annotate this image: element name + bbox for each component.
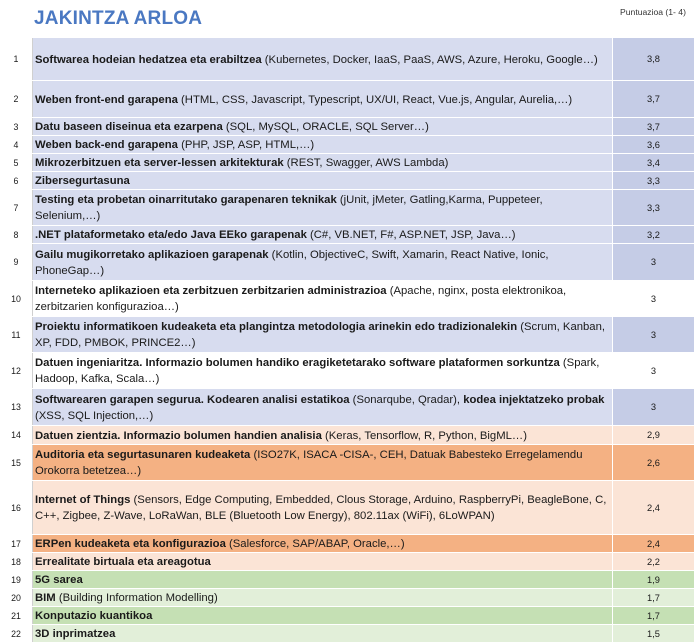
row-score: 3: [612, 353, 694, 388]
row-number: 14: [0, 426, 33, 444]
row-description: [33, 118, 612, 135]
table-row: [0, 190, 694, 226]
skill-examples-secondary: (XSS, SQL Injection,…): [35, 409, 154, 422]
row-score: 3,3: [612, 190, 694, 225]
row-number: 18: [0, 553, 33, 570]
table-row: [0, 172, 694, 190]
skill-examples: (HTML, CSS, Javascript, Typescript, UX/UI, React, Vue.js, Angular, Aurelia,…): [177, 93, 573, 106]
row-description: [33, 389, 612, 425]
skill-examples: (Scrum, Kanban, XP, FDD, PMBOK, PRINCE2…): [35, 321, 606, 349]
row-number: 7: [0, 190, 33, 225]
row-score: 3: [612, 317, 694, 352]
table-row: [0, 154, 694, 172]
row-score: 3,4: [612, 154, 694, 171]
skill-name: Softwarearen garapen segurua. Kodearen analisi estatikoa: [35, 393, 350, 406]
row-score: 3,8: [612, 38, 694, 80]
row-number: 9: [0, 244, 33, 280]
table-row: [0, 118, 694, 136]
row-description: [33, 136, 612, 153]
row-description: [33, 317, 612, 352]
row-score: 1,5: [612, 625, 694, 642]
table-row: [0, 625, 694, 643]
row-description: [33, 571, 612, 588]
skill-examples: (Kubernetes, Docker, IaaS, PaaS, AWS, Azure, Heroku, Google…): [261, 53, 598, 66]
skill-name: Mikrozerbitzuen eta server-lessen arkitekturak: [35, 157, 284, 169]
row-description: [33, 172, 612, 189]
row-score: 2,4: [612, 535, 694, 552]
skill-name: BIM: [35, 592, 56, 604]
table-row: [0, 607, 694, 625]
row-number: 6: [0, 172, 33, 189]
skill-name: ERPen kudeaketa eta konfigurazioa: [35, 538, 226, 550]
row-number: 13: [0, 389, 33, 425]
row-number: 2: [0, 81, 33, 117]
row-number: 15: [0, 445, 33, 480]
skill-examples: (C#, VB.NET, F#, ASP.NET, JSP, Java…): [306, 229, 516, 241]
row-description: [33, 625, 612, 642]
row-description: [33, 38, 612, 80]
row-number: 3: [0, 118, 33, 135]
table-row: [0, 445, 694, 481]
skill-examples: (PHP, JSP, ASP, HTML,…): [177, 139, 315, 151]
row-number: 22: [0, 625, 33, 642]
row-description: [33, 426, 612, 444]
skill-examples: (Spark, Hadoop, Kafka, Scala…): [35, 357, 600, 385]
skill-name: Testing eta probetan oinarritutako garapenaren teknikak: [35, 194, 337, 206]
skill-examples: (Apache, nginx, posta elektronikoa, zerbitzarien konfigurazioa…): [35, 285, 567, 313]
skill-name: Proiektu informatikoen kudeaketa eta plangintza metodologia arinekin edo tradizionalekin: [35, 321, 518, 333]
skill-name: .NET plataformetako eta/edo Java EEko garapenak: [35, 229, 307, 241]
skill-name: Datuen ingeniaritza. Informazio bolumen handiko eragiketetarako software plataformen sorkuntza: [35, 357, 560, 369]
skill-name-secondary: kodea injektatzeko probak: [463, 393, 605, 406]
row-score: 1,7: [612, 589, 694, 606]
row-description: [33, 281, 612, 316]
table-row: [0, 317, 694, 353]
table-row: [0, 389, 694, 426]
table-row: [0, 589, 694, 607]
row-score: 1,9: [612, 571, 694, 588]
row-number: 21: [0, 607, 33, 624]
row-score: 2,4: [612, 481, 694, 534]
table-row: [0, 281, 694, 317]
skill-name: Weben back-end garapena: [35, 139, 178, 151]
table-row: [0, 353, 694, 389]
row-description: [33, 607, 612, 624]
table-row: [0, 481, 694, 535]
row-score: 2,9: [612, 426, 694, 444]
skill-name: Errealitate birtuala eta areagotua: [35, 556, 211, 568]
skill-name: Datu baseen diseinua eta ezarpena: [35, 121, 223, 133]
row-description: [33, 481, 612, 534]
skill-name: Weben front-end garapena: [35, 93, 178, 106]
row-description: [33, 589, 612, 606]
skill-examples: (Kotlin, ObjectiveC, Swift, Xamarin, React Native, Ionic, PhoneGap…): [35, 248, 549, 277]
skill-name: Zibersegurtasuna: [35, 175, 130, 187]
table-row: [0, 553, 694, 571]
table-row: [0, 136, 694, 154]
row-number: 19: [0, 571, 33, 588]
skill-name: Gailu mugikorretako aplikazioen garapenak: [35, 248, 269, 261]
row-number: 1: [0, 38, 33, 80]
table-row: [0, 81, 694, 118]
skill-name: Softwarea hodeian hedatzea eta erabiltzea: [35, 53, 262, 66]
row-description: [33, 353, 612, 388]
skill-name: 3D inprimatzea: [35, 628, 116, 640]
skill-name: Konputazio kuantikoa: [35, 610, 153, 622]
row-score: 3,7: [612, 118, 694, 135]
skill-examples: (SQL, MySQL, ORACLE, SQL Server…): [222, 121, 429, 133]
skill-examples: (ISO27K, ISACA -CISA-, CEH, Datuak Babesteko Erregelamendu Orokorra betetzea…): [35, 449, 583, 477]
table-row: [0, 226, 694, 244]
row-number: 16: [0, 481, 33, 534]
row-number: 12: [0, 353, 33, 388]
row-description: [33, 445, 612, 480]
skill-name: Internet of Things: [35, 494, 131, 506]
row-number: 10: [0, 281, 33, 316]
row-score: 2,6: [612, 445, 694, 480]
row-score: 3,6: [612, 136, 694, 153]
row-description: [33, 244, 612, 280]
table-row: [0, 535, 694, 553]
row-number: 4: [0, 136, 33, 153]
row-description: [33, 190, 612, 225]
row-number: 11: [0, 317, 33, 352]
skill-examples: (Salesforce, SAP/ABAP, Oracle,…): [225, 538, 405, 550]
row-description: [33, 154, 612, 171]
page-title: JAKINTZA ARLOA: [34, 8, 203, 29]
skill-name: Datuen zientzia. Informazio bolumen handien analisia: [35, 429, 322, 442]
table-header: [0, 0, 694, 38]
skill-examples: (Sonarqube, Qradar),: [349, 393, 464, 406]
row-score: 3: [612, 389, 694, 425]
score-column-header: Puntuazioa (1- 4): [620, 7, 686, 17]
skill-name: 5G sarea: [35, 574, 83, 586]
skill-examples: (jUnit, jMeter, Gatling,Karma, Puppeteer, Selenium,…): [35, 194, 543, 222]
table-row: [0, 426, 694, 445]
row-score: 3,3: [612, 172, 694, 189]
row-score: 3,7: [612, 81, 694, 117]
row-number: 20: [0, 589, 33, 606]
row-description: [33, 553, 612, 570]
skill-examples: (Sensors, Edge Computing, Embedded, Clous Storage, Arduino, RaspberryPi, BeagleBone, C, C++, Zigbee, Z-Wave, LoRaWan, BLE (Bluetooth Low Energy), 802.11ax (WiFi), 6LoWPAN): [35, 494, 607, 522]
table-row: [0, 38, 694, 81]
row-number: 5: [0, 154, 33, 171]
row-score: 1,7: [612, 607, 694, 624]
row-score: 2,2: [612, 553, 694, 570]
skill-examples: (Building Information Modelling): [55, 592, 218, 604]
row-number: 8: [0, 226, 33, 243]
row-score: 3: [612, 244, 694, 280]
row-score: 3: [612, 281, 694, 316]
row-description: [33, 535, 612, 552]
row-score: 3,2: [612, 226, 694, 243]
table-row: [0, 571, 694, 589]
skill-name: Auditoria eta segurtasunaren kudeaketa: [35, 449, 251, 461]
row-description: [33, 81, 612, 117]
skill-examples: (REST, Swagger, AWS Lambda): [283, 157, 449, 169]
row-number: 17: [0, 535, 33, 552]
skill-examples: (Keras, Tensorflow, R, Python, BigML…): [321, 429, 527, 442]
table-row: [0, 244, 694, 281]
skill-name: Interneteko aplikazioen eta zerbitzuen zerbitzarien administrazioa: [35, 285, 387, 297]
row-description: [33, 226, 612, 243]
